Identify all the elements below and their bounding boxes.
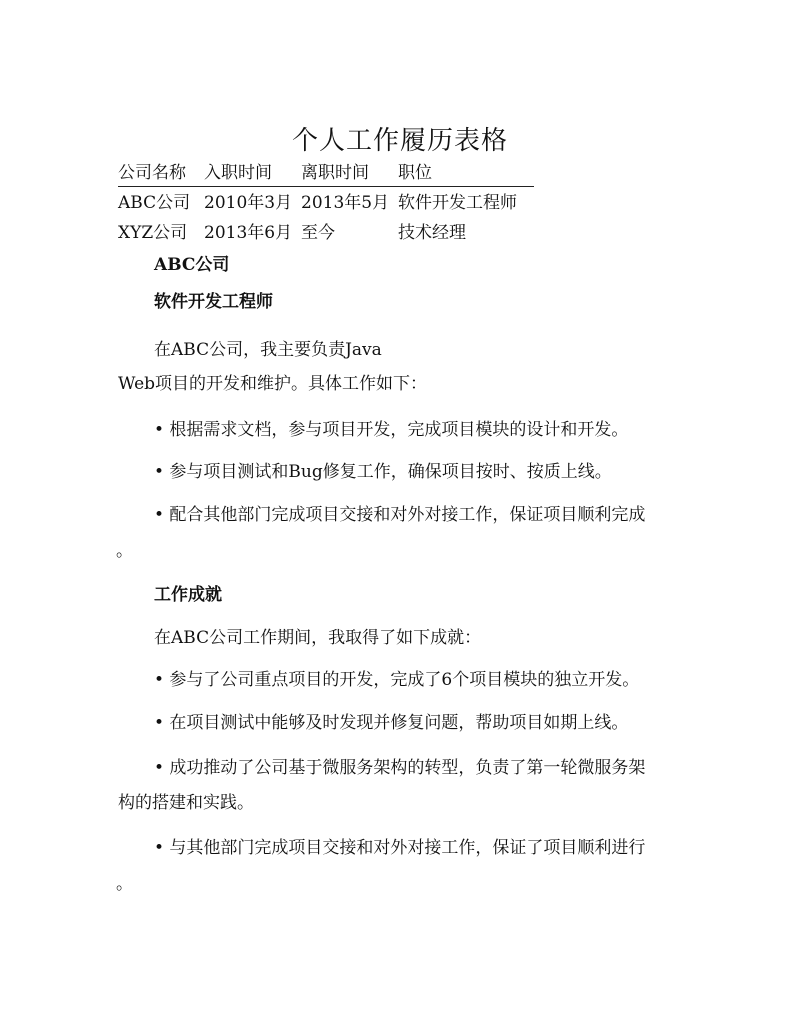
duty-item: • 配合其他部门完成项目交接和对外对接工作，保证项目顺利完成: [154, 505, 646, 525]
header-divider: [118, 186, 534, 187]
cell-start-date: 2010年3月: [204, 193, 293, 213]
intro-text-line2: Web项目的开发和维护。具体工作如下：: [118, 374, 428, 394]
work-history-table: [118, 158, 534, 248]
cell-start-date: 2013年6月: [204, 223, 293, 243]
role-heading: 软件开发工程师: [154, 292, 273, 312]
table-row: [118, 218, 534, 248]
cell-end-date: 2013年5月: [301, 193, 390, 213]
duty-item: • 根据需求文档，参与项目开发，完成项目模块的设计和开发。: [154, 420, 629, 440]
achievements-intro: 在ABC公司工作期间，我取得了如下成就：: [154, 628, 482, 648]
cell-position: 软件开发工程师: [398, 193, 517, 213]
header-position: 职位: [398, 163, 432, 183]
achievement-item-line2: 构的搭建和实践。: [118, 793, 254, 813]
cell-end-date: 至今: [301, 223, 335, 243]
table-header-row: [118, 158, 534, 188]
achievement-item-tail: 。: [116, 874, 133, 894]
header-company: 公司名称: [118, 163, 186, 183]
achievement-item: • 参与了公司重点项目的开发，完成了6个项目模块的独立开发。: [154, 670, 640, 690]
achievement-item: • 与其他部门完成项目交接和对外对接工作，保证了项目顺利进行: [154, 838, 646, 858]
achievement-item: • 在项目测试中能够及时发现并修复问题，帮助项目如期上线。: [154, 713, 629, 733]
cell-company: XYZ公司: [118, 223, 188, 243]
cell-position: 技术经理: [398, 223, 466, 243]
cell-company: ABC公司: [118, 193, 191, 213]
intro-text-line1: 在ABC公司，我主要负责Java: [154, 340, 382, 360]
achievements-heading: 工作成就: [154, 585, 222, 605]
table-row: [118, 188, 534, 218]
company-heading: ABC公司: [154, 255, 230, 275]
document-title: 个人工作履历表格: [291, 126, 508, 156]
header-end-date: 离职时间: [301, 163, 369, 183]
achievement-item: • 成功推动了公司基于微服务架构的转型，负责了第一轮微服务架: [154, 758, 646, 778]
duty-item: • 参与项目测试和Bug修复工作，确保项目按时、按质上线。: [154, 462, 612, 482]
header-start-date: 入职时间: [204, 163, 272, 183]
duty-item-tail: 。: [116, 541, 133, 561]
